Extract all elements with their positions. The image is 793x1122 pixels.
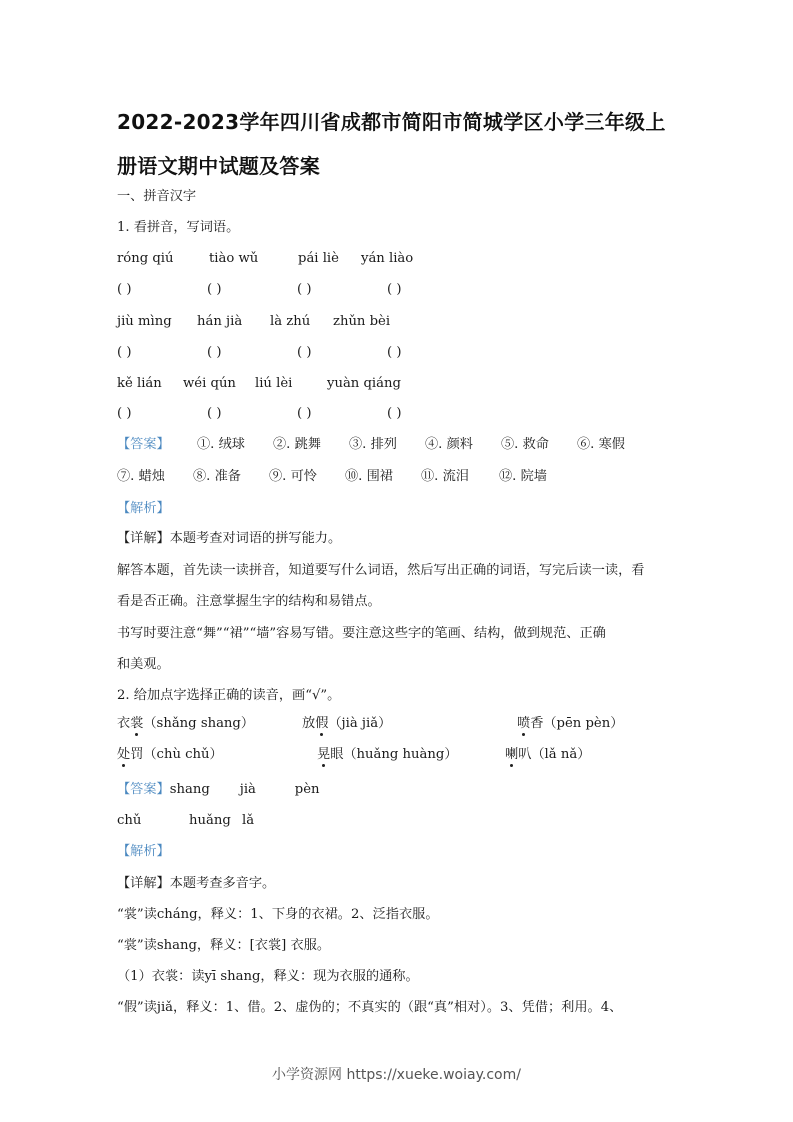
answer-blank[interactable]: ( ) — [297, 282, 312, 297]
answer-item: ①. 绒球 — [197, 437, 245, 452]
q2-answers-row-2 — [117, 812, 254, 830]
answer-blank[interactable]: ( ) — [387, 282, 402, 297]
answer-blank[interactable]: ( ) — [117, 345, 132, 360]
reading-options[interactable]: （lǎ nǎ） — [531, 747, 591, 762]
answer-item: ⑪. 流泪 — [421, 469, 469, 484]
answer-blank[interactable]: ( ) — [207, 345, 222, 360]
blank-row-1 — [117, 281, 401, 299]
reading-options[interactable]: （shǎng shang） — [143, 716, 255, 731]
dotted-char: 晃 — [317, 747, 331, 762]
footer-watermark: 小学资源网 https://xueke.woiay.com/ — [272, 1067, 521, 1083]
q1-answers-row-1 — [117, 436, 625, 454]
answer-blank[interactable]: ( ) — [387, 345, 402, 360]
answer-item: jià — [239, 782, 256, 797]
answer-item: ⑧. 准备 — [193, 469, 241, 484]
polyphone-item — [117, 715, 302, 733]
paragraph-line: （1）衣裳：读yī shang，释义：现为衣服的通称。 — [117, 969, 419, 984]
pinyin-word: liú lèi — [255, 376, 293, 391]
dotted-char: 假 — [315, 716, 329, 731]
reading-options[interactable]: （pēn pèn） — [543, 716, 624, 731]
answer-blank[interactable]: ( ) — [207, 282, 222, 297]
pinyin-row-3 — [117, 375, 401, 393]
reading-options[interactable]: （huǎng huàng） — [343, 747, 458, 762]
blank-row-2 — [117, 344, 401, 362]
answer-label: 【答案】 — [117, 437, 170, 452]
pinyin-word: pái liè — [298, 251, 339, 266]
section-heading: 一、拼音汉字 — [117, 189, 197, 204]
q2-items-row-2 — [117, 746, 590, 764]
answer-blank[interactable]: ( ) — [297, 345, 312, 360]
paragraph-line: 书写时要注意“舞”“裙”“墙”容易写错。要注意这些字的笔画、结构，做到规范、正确 — [117, 626, 606, 641]
answer-blank[interactable]: ( ) — [207, 406, 222, 421]
dotted-char: 处 — [117, 747, 131, 762]
answer-item: chǔ — [117, 813, 142, 828]
analysis-label: 【解析】 — [117, 844, 170, 859]
answer-item: ④. 颜料 — [425, 437, 473, 452]
char: 香 — [530, 716, 544, 731]
answer-item: ⑥. 寒假 — [577, 437, 625, 452]
detail-heading: 【详解】本题考查多音字。 — [117, 876, 276, 891]
pinyin-word: hán jià — [197, 314, 243, 329]
answer-item: ⑤. 救命 — [501, 437, 549, 452]
reading-options[interactable]: （chù chǔ） — [143, 747, 223, 762]
polyphone-item — [317, 746, 505, 764]
dotted-char: 裳 — [130, 716, 144, 731]
answer-blank[interactable]: ( ) — [387, 406, 402, 421]
pinyin-word: zhǔn bèi — [333, 314, 391, 329]
answer-item: huǎng — [189, 813, 231, 828]
answer-item: ⑨. 可怜 — [269, 469, 317, 484]
reading-options[interactable]: （jià jiǎ） — [328, 716, 392, 731]
pinyin-word: là zhú — [270, 314, 311, 329]
blank-row-3 — [117, 405, 401, 423]
paragraph-line: “裳”读shang，释义：[衣裳] 衣服。 — [117, 938, 331, 953]
pinyin-row-2 — [117, 313, 390, 331]
detail-heading: 【详解】本题考查对词语的拼写能力。 — [117, 531, 342, 546]
question-1-prompt: 1. 看拼音，写词语。 — [117, 220, 240, 235]
title-line-1: 2022-2023学年四川省成都市简阳市简城学区小学三年级上 — [117, 110, 666, 134]
paragraph-line: 和美观。 — [117, 657, 170, 672]
pinyin-word: wéi qún — [183, 376, 236, 391]
answer-blank[interactable]: ( ) — [117, 282, 132, 297]
paragraph-line: 解答本题，首先读一读拼音，知道要写什么词语，然后写出正确的词语，写完后读一读，看 — [117, 563, 645, 578]
char: 衣 — [117, 716, 131, 731]
answer-item: ⑩. 围裙 — [345, 469, 393, 484]
polyphone-item — [302, 715, 517, 733]
char: 罚 — [130, 747, 144, 762]
polyphone-item — [517, 715, 623, 733]
q2-items-row-1 — [117, 715, 623, 733]
pinyin-word: yán liào — [361, 251, 414, 266]
answer-item: lǎ — [242, 813, 255, 828]
question-2-prompt: 2. 给加点字选择正确的读音，画“√”。 — [117, 688, 341, 703]
q1-answers-row-2 — [117, 468, 547, 486]
answer-item: pèn — [294, 782, 320, 797]
answer-item: shang — [169, 782, 210, 797]
paragraph-line: “假”读jiǎ，释义：1、借。2、虚伪的；不真实的（跟“真”相对）。3、凭借；利用。4、 — [117, 1000, 623, 1015]
title-line-2: 册语文期中试题及答案 — [117, 154, 320, 178]
char: 眼 — [330, 747, 344, 762]
answer-blank[interactable]: ( ) — [297, 406, 312, 421]
answer-item: ⑦. 蜡烛 — [117, 469, 165, 484]
pinyin-word: kě lián — [117, 376, 162, 391]
answer-item: ②. 跳舞 — [273, 437, 321, 452]
answer-item: ⑫. 院墙 — [499, 469, 547, 484]
polyphone-item — [117, 746, 317, 764]
dotted-char: 喷 — [517, 716, 531, 731]
char: 叭 — [518, 747, 532, 762]
q2-answers-row-1 — [117, 781, 320, 799]
answer-label: 【答案】 — [117, 782, 170, 797]
pinyin-word: róng qiú — [117, 251, 174, 266]
dotted-char: 喇 — [505, 747, 519, 762]
answer-blank[interactable]: ( ) — [117, 406, 132, 421]
pinyin-row-1 — [117, 250, 413, 268]
pinyin-word: tiào wǔ — [209, 251, 259, 266]
document-title — [117, 100, 687, 188]
polyphone-item — [505, 746, 590, 764]
pinyin-word: yuàn qiáng — [327, 376, 401, 391]
answer-item: ③. 排列 — [349, 437, 397, 452]
paragraph-line: 看是否正确。注意掌握生字的结构和易错点。 — [117, 594, 381, 609]
analysis-label: 【解析】 — [117, 501, 170, 516]
paragraph-line: “裳”读cháng，释义：1、下身的衣裙。2、泛指衣服。 — [117, 907, 439, 922]
pinyin-word: jiù mìng — [117, 314, 172, 329]
char: 放 — [302, 716, 316, 731]
